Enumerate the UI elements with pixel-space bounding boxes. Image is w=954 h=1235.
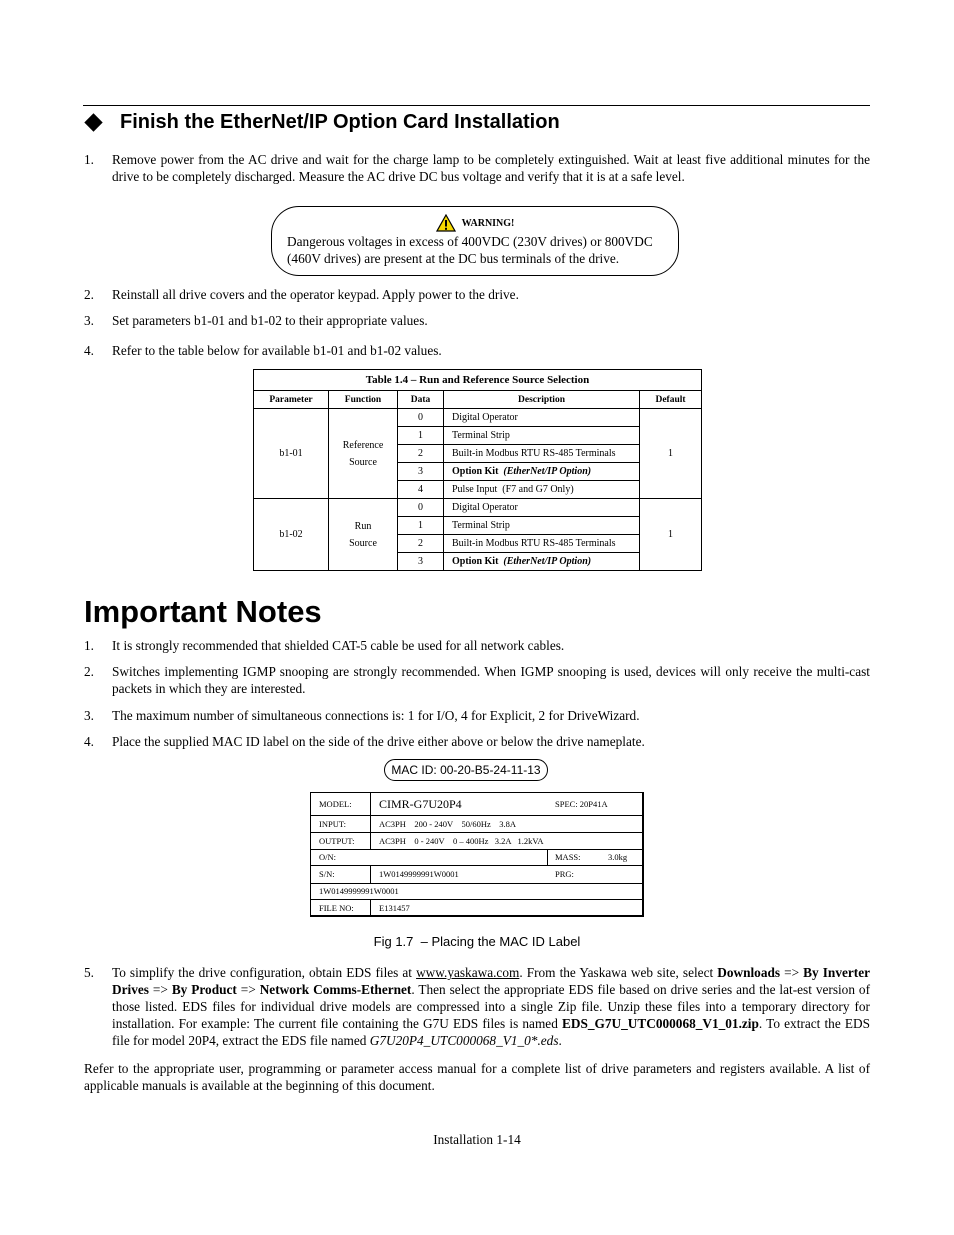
table-header-parameter: Parameter (254, 391, 329, 409)
sn-value: 1W0149999991W0001 (379, 869, 459, 879)
list-number: 3. (84, 313, 94, 328)
text-run: . To extract the EDS file for model 20P4, extract the EDS file named (112, 1016, 870, 1048)
file-value: E131457 (379, 902, 410, 913)
on-label: O/N: (319, 852, 336, 862)
function-line: Source (349, 456, 377, 468)
list-item (84, 342, 870, 359)
output-value: AC3PH 0 - 240V 0 – 400Hz 3.2A 1.2kVA (379, 835, 544, 846)
function-line: Reference (342, 439, 384, 451)
default-cell: 1 (640, 499, 702, 571)
default-cell: 1 (640, 409, 702, 499)
model-label: MODEL: (319, 799, 352, 809)
list-number: 4. (84, 734, 94, 749)
list-text: It is strongly recommended that shielded CAT-5 cable be used for all network cables. (112, 638, 565, 653)
drive-nameplate (310, 792, 644, 917)
table-row (254, 409, 702, 427)
data-cell: 3 (398, 553, 444, 571)
function-line: Run (354, 520, 372, 532)
zip-filename: EDS_G7U_UTC000068_V1_01.zip (562, 1016, 759, 1031)
text-run: . From the Yaskawa web site, select (519, 965, 718, 980)
page-footer: Installation 1-14 (433, 1132, 521, 1147)
parameter-cell: b1-02 (254, 499, 329, 571)
function-line: Source (349, 537, 377, 549)
figure-caption: Fig 1.7 – Placing the MAC ID Label (373, 934, 581, 949)
mac-id-label: MAC ID: 00-20-B5-24-11-13 (384, 759, 548, 781)
mass-value: 3.0kg (608, 852, 628, 862)
data-cell: 4 (398, 481, 444, 499)
file-label: FILE NO: (319, 902, 354, 913)
menu-path-by-product: By Product (171, 982, 237, 997)
nameplate-row-barcode (311, 883, 642, 900)
option-kit-label: Option Kit (452, 556, 499, 567)
list-item (84, 663, 870, 697)
function-cell (329, 499, 398, 571)
text-run: . (558, 1033, 562, 1048)
warning-box (271, 206, 679, 276)
closing-paragraph: Refer to the appropriate user, programming or parameter access manual for a complete list of drive parameters and registers available. A list of applicable manuals is available at the beginning of this document. (84, 1061, 870, 1093)
description-cell: Built-in Modbus RTU RS-485 Terminals (444, 445, 640, 463)
list-text: Set parameters b1-01 and b1-02 to their appropriate values. (112, 313, 428, 328)
description-cell: Built-in Modbus RTU RS-485 Terminals (444, 535, 640, 553)
barcode-text: 1W0149999991W0001 (319, 886, 399, 896)
text-run: => (236, 982, 260, 997)
data-cell: 3 (398, 463, 444, 481)
option-kit-note: (EtherNet/IP Option) (503, 466, 592, 477)
list-text: Switches implementing IGMP snooping are strongly recommended. When IGMP snooping is used, devices will only receive the multi-cast packets in which they are interested. (112, 664, 870, 696)
data-cell: 2 (398, 445, 444, 463)
list-number: 2. (84, 664, 94, 679)
option-kit-note: (EtherNet/IP Option) (503, 556, 592, 567)
list-text (112, 964, 870, 1049)
nameplate-row-on (311, 849, 642, 866)
description-cell: Terminal Strip (444, 517, 640, 535)
nameplate-row-sn (311, 865, 642, 884)
input-label: INPUT: (319, 818, 346, 829)
list-text: Remove power from the AC drive and wait for the charge lamp to be completely extinguished. Wait at least five additional minutes for the drive to be completely discharged. Measure the AC drive DC bus voltage and verify that it is at a safe level. (112, 152, 870, 184)
warning-heading: WARNING! (461, 217, 515, 229)
nameplate-row-file (311, 899, 642, 916)
menu-path-by-inverter-drives: By Inverter Drives (112, 965, 870, 997)
list-text: The maximum number of simultaneous connections is: 1 for I/O, 4 for Explicit, 2 for DriveWizard. (112, 708, 640, 723)
data-cell: 2 (398, 535, 444, 553)
page-title: Important Notes (84, 594, 322, 629)
yaskawa-link[interactable]: www.yaskawa.com (416, 965, 520, 980)
list-number: 1. (84, 152, 94, 167)
option-kit-label: Option Kit (452, 466, 499, 477)
list-item (84, 637, 870, 654)
list-number: 4. (84, 343, 94, 358)
model-value: CIMR-G7U20P4 (379, 796, 462, 811)
mass-label: MASS: (555, 852, 581, 862)
list-number: 1. (84, 638, 94, 653)
text-run: => (780, 965, 804, 980)
diamond-bullet-icon (84, 113, 102, 131)
source-selection-table (253, 369, 702, 571)
description-cell: Digital Operator (444, 499, 640, 517)
list-number: 2. (84, 287, 94, 302)
table-header-description: Description (444, 391, 640, 409)
list-item (84, 151, 870, 185)
warning-header (272, 214, 678, 232)
warning-triangle-icon (436, 214, 456, 232)
list-text: Place the supplied MAC ID label on the side of the drive either above or below the drive nameplate. (112, 734, 645, 749)
table-row (254, 499, 702, 517)
parameter-cell: b1-01 (254, 409, 329, 499)
eds-filename: G7U20P4_UTC000068_V1_0*.eds (369, 1033, 559, 1048)
nameplate-row-input (311, 815, 642, 833)
description-cell: Digital Operator (444, 409, 640, 427)
data-cell: 1 (398, 427, 444, 445)
list-item (84, 707, 870, 724)
description-cell (444, 553, 640, 571)
data-cell: 0 (398, 409, 444, 427)
description-cell (444, 463, 640, 481)
spec-value: SPEC: 20P41A (555, 799, 608, 809)
data-cell: 1 (398, 517, 444, 535)
list-item (84, 286, 870, 303)
sn-label: S/N: (319, 869, 335, 879)
data-cell: 0 (398, 499, 444, 517)
section-title: Finish the EtherNet/IP Option Card Installation (120, 110, 560, 133)
description-cell: Terminal Strip (444, 427, 640, 445)
top-rule (83, 105, 870, 106)
list-number: 5. (84, 965, 94, 980)
text-run: => (148, 982, 172, 997)
section-heading (84, 108, 560, 136)
table-header-function: Function (329, 391, 398, 409)
nameplate-row-model (311, 793, 642, 816)
list-item (84, 733, 870, 750)
list-number: 3. (84, 708, 94, 723)
list-item (84, 964, 870, 1049)
table-caption: Table 1.4 – Run and Reference Source Selection (254, 370, 702, 391)
table-header-default: Default (640, 391, 702, 409)
menu-path-downloads: Downloads (717, 965, 781, 980)
description-cell: Pulse Input (F7 and G7 Only) (444, 481, 640, 499)
menu-path-network-comms: Network Comms-Ethernet (259, 982, 412, 997)
list-text: Reinstall all drive covers and the operator keypad. Apply power to the drive. (112, 287, 519, 302)
list-item (84, 312, 870, 329)
output-label: OUTPUT: (319, 835, 355, 846)
prg-label: PRG: (555, 869, 574, 879)
text-run: . Then select the appropriate EDS file based on drive series and the lat-est version of those listed. EDS files for individual drive models are compressed into a single Zip file. Unzip these files into a temporary directory for installation. For example: The current file containing the G7U EDS files is named (112, 982, 870, 1031)
nameplate-row-output (311, 832, 642, 850)
function-cell (329, 409, 398, 499)
warning-text: Dangerous voltages in excess of 400VDC (230V drives) or 800VDC (460V drives) are present at the DC bus terminals of the drive. (287, 234, 653, 266)
input-value: AC3PH 200 - 240V 50/60Hz 3.8A (379, 818, 517, 829)
table-header-data: Data (398, 391, 444, 409)
list-text: Refer to the table below for available b1-01 and b1-02 values. (112, 343, 442, 358)
text-run: To simplify the drive configuration, obtain EDS files at (112, 965, 417, 980)
